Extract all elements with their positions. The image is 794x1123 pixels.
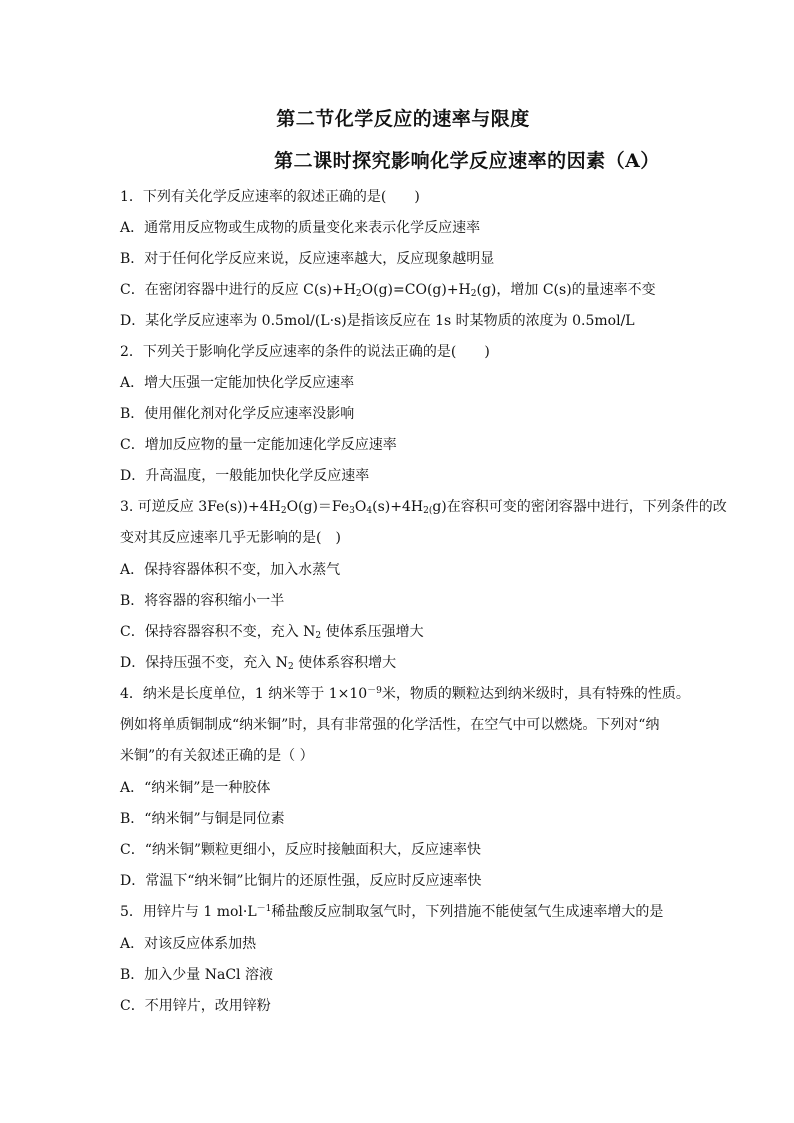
question-2-option-b: B．使用催化剂对化学反应速率没影响 bbox=[120, 406, 355, 422]
section-title: 第二节化学反应的速率与限度 bbox=[276, 108, 530, 130]
question-4-option-a: A．“纳米铜”是一种胶体 bbox=[120, 780, 271, 796]
question-2-option-d: D．升高温度，一般能加快化学反应速率 bbox=[120, 468, 370, 484]
question-4-option-c: C．“纳米铜”颗粒更细小，反应时接触面积大，反应速率快 bbox=[120, 842, 482, 858]
question-1-option-a: A．通常用反应物或生成物的质量变化来表示化学反应速率 bbox=[120, 220, 481, 236]
question-1-option-b: B．对于任何化学反应来说，反应速率越大，反应现象越明显 bbox=[120, 251, 495, 267]
question-3-option-b: B．将容器的容积缩小一半 bbox=[120, 593, 285, 609]
question-4-stem-line-2: 例如将单质铜制成“纳米铜”时，具有非常强的化学活性，在空气中可以燃烧。下列对“纳 bbox=[120, 717, 660, 733]
question-3-option-c: C．保持容器容积不变，充入 $N_2$ 使体系压强增大 bbox=[120, 624, 424, 641]
question-1-stem: 1．下列有关化学反应速率的叙述正确的是( ) bbox=[120, 189, 420, 205]
question-5-stem: 5．用锌片与 1 $mol\cdot L^{-1}$稀盐酸反应制取氢气时，下列措施不能使氢气生成速率增大的是 bbox=[120, 904, 664, 920]
question-3-stem-line-1: 3. 可逆反应 $3Fe(s))+4H_2O(g)=Fe_3O_4(s)+4H_{2(}g$)在容积可变的密闭容器中进行，下列条件的改 bbox=[120, 499, 727, 516]
question-4-stem-line-1: 4．纳米是长度单位，1 纳米等于 $1\times 10^{-9}$米，物质的颗粒达到纳米级时，具有特殊的性质。 bbox=[120, 686, 690, 702]
lesson-title: 第二课时探究影响化学反应速率的因素（A） bbox=[274, 150, 660, 172]
question-2-option-a: A．增大压强一定能加快化学反应速率 bbox=[120, 375, 355, 391]
question-4-option-b: B．“纳米铜”与铜是同位素 bbox=[120, 811, 285, 827]
question-1-option-c: C．在密闭容器中进行的反应 $C(s)+H_2O(g)=CO(g)+H_2(g)$，增加 C(s)的量速率不变 bbox=[120, 282, 656, 299]
question-3-option-a: A．保持容器体积不变，加入水蒸气 bbox=[120, 562, 341, 578]
question-5-option-b: B．加入少量 NaCl 溶液 bbox=[120, 967, 273, 983]
question-2-stem: 2．下列关于影响化学反应速率的条件的说法正确的是( ) bbox=[120, 344, 490, 360]
question-4-option-d: D．常温下“纳米铜”比铜片的还原性强，反应时反应速率快 bbox=[120, 873, 482, 889]
question-4-stem-line-3: 米铜”的有关叙述正确的是（ ） bbox=[120, 748, 314, 764]
question-3-option-d: D．保持压强不变，充入 $N_2$ 使体系容积增大 bbox=[120, 655, 397, 672]
question-1-option-d: D．某化学反应速率为 0.5mol/(L·s)是指该反应在 1s 时某物质的浓度为 0.5mol/L bbox=[120, 313, 635, 329]
question-3-stem-line-2: 变对其反应速率几乎无影响的是( ) bbox=[120, 530, 341, 546]
question-2-option-c: C．增加反应物的量一定能加速化学反应速率 bbox=[120, 437, 397, 453]
question-5-option-c: C．不用锌片，改用锌粉 bbox=[120, 998, 271, 1014]
question-5-option-a: A．对该反应体系加热 bbox=[120, 936, 257, 952]
